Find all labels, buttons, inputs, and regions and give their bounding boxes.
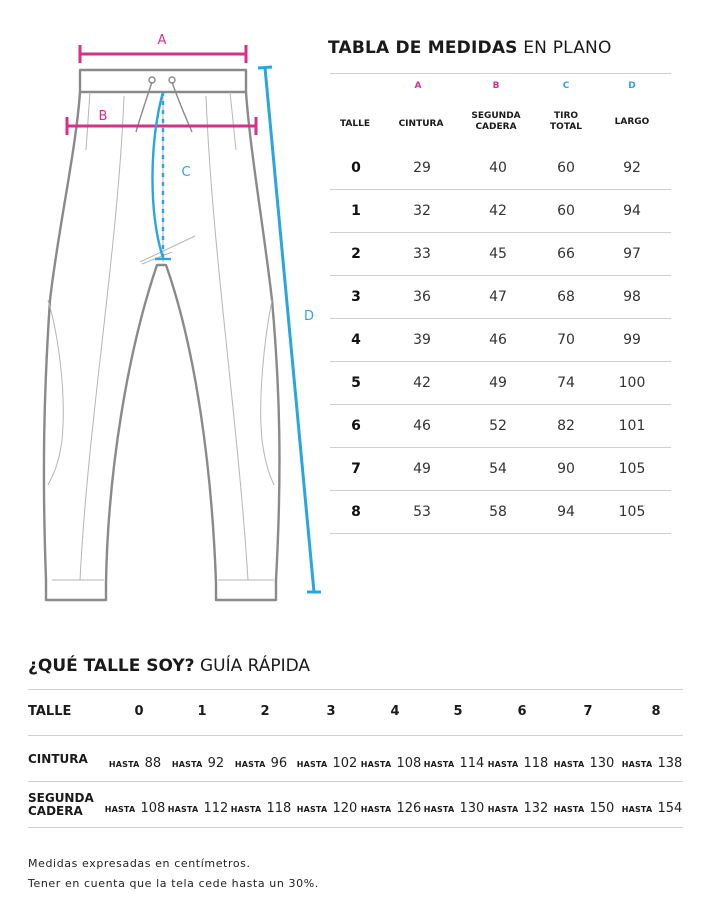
size-row: [330, 448, 671, 491]
cell-talle: 7: [351, 461, 361, 477]
label-d: D: [303, 309, 315, 324]
cell-cintura: 32: [413, 203, 431, 219]
guide-size: 6: [517, 704, 527, 719]
col-head-tiro-total: [531, 111, 601, 133]
guide-cadera-cell: [358, 797, 424, 816]
guide-cadera-cell: [294, 797, 360, 816]
guide-value: 120: [332, 801, 358, 816]
cell-cintura: 49: [413, 461, 431, 477]
measure-b: [67, 117, 256, 135]
col-letter-d: D: [628, 81, 636, 91]
cell-largo: 99: [623, 332, 641, 348]
cell-cintura: 42: [413, 375, 431, 391]
guide-cadera-cell: [551, 797, 617, 816]
guide-value: 154: [657, 801, 683, 816]
guide-talle-label: TALLE: [28, 704, 72, 719]
guide-prefix: HASTA: [487, 805, 519, 814]
guide-cadera-cell: [102, 797, 168, 816]
note-units: Medidas expresadas en centímetros.: [28, 857, 251, 870]
cell-tiro-total: 90: [557, 461, 575, 477]
col-head-cintura: CINTURA: [398, 119, 444, 129]
cell-tiro-total: 60: [557, 160, 575, 176]
guide-prefix: HASTA: [487, 760, 519, 769]
guide-cadera-cell: [421, 797, 487, 816]
guide-prefix: HASTA: [621, 805, 653, 814]
guide-value: 130: [589, 756, 615, 771]
cell-largo: 105: [618, 504, 646, 520]
cell-cintura: 29: [413, 160, 431, 176]
guide-cadera-cell: [165, 797, 231, 816]
table-top-rule: [330, 73, 671, 74]
guide-cadera-cell: [228, 797, 294, 816]
pants-details: [48, 92, 274, 580]
guide-title-bold: ¿QUÉ TALLE SOY?: [28, 656, 195, 676]
guide-size: 7: [583, 704, 593, 719]
cell-segunda-cadera: 52: [489, 418, 507, 434]
cell-segunda-cadera: 58: [489, 504, 507, 520]
guide-prefix: HASTA: [360, 760, 392, 769]
cell-talle: 6: [351, 418, 361, 434]
cell-largo: 97: [623, 246, 641, 262]
cell-segunda-cadera: 47: [489, 289, 507, 305]
guide-value: 112: [203, 801, 229, 816]
label-b: B: [98, 109, 108, 124]
size-row: [330, 190, 671, 233]
cell-tiro-total: 66: [557, 246, 575, 262]
guide-size: 3: [326, 704, 336, 719]
col-head-tiro: TIRO: [553, 111, 579, 121]
size-row: [330, 276, 671, 319]
guide-size: 5: [453, 704, 463, 719]
guide-value: 150: [589, 801, 615, 816]
cell-cintura: 46: [413, 418, 431, 434]
cell-largo: 92: [623, 160, 641, 176]
size-row-rule: [330, 533, 671, 534]
col-letter-b: B: [492, 81, 500, 91]
col-head-largo: LARGO: [614, 117, 650, 127]
cell-largo: 105: [618, 461, 646, 477]
col-letter-a: A: [414, 81, 422, 91]
size-row: [330, 491, 671, 534]
guide-size: 1: [197, 704, 207, 719]
guide-value: 118: [523, 756, 549, 771]
size-row: [330, 362, 671, 405]
cell-talle: 0: [351, 160, 361, 176]
guide-value: 92: [207, 756, 225, 771]
guide-cadera-cell: [619, 797, 685, 816]
guide-prefix: HASTA: [167, 805, 199, 814]
label-c: C: [181, 165, 191, 180]
guide-size: 8: [651, 704, 661, 719]
guide-value: 96: [270, 756, 288, 771]
guide-cintura-cell: [358, 752, 424, 771]
size-table-title-light: EN PLANO: [523, 38, 612, 58]
guide-value: 132: [523, 801, 549, 816]
cell-largo: 94: [623, 203, 641, 219]
guide-value: 130: [459, 801, 485, 816]
guide-value: 138: [657, 756, 683, 771]
guide-cintura-cell: [485, 752, 551, 771]
guide-cintura-cell: [294, 752, 360, 771]
guide-prefix: HASTA: [234, 760, 266, 769]
guide-cadera-label-1: SEGUNDA: [28, 791, 94, 805]
guide-cintura-cell: [619, 752, 685, 771]
guide-size: 0: [134, 704, 144, 719]
cell-tiro-total: 68: [557, 289, 575, 305]
guide-rule-top: [28, 689, 683, 690]
cell-cintura: 53: [413, 504, 431, 520]
guide-value: 114: [459, 756, 485, 771]
guide-prefix: HASTA: [553, 760, 585, 769]
guide-cadera-cell: [485, 797, 551, 816]
size-row: [330, 319, 671, 362]
cell-tiro-total: 60: [557, 203, 575, 219]
cell-cintura: 39: [413, 332, 431, 348]
guide-value: 102: [332, 756, 358, 771]
cell-talle: 2: [351, 246, 361, 262]
pants-diagram: [0, 0, 330, 620]
guide-value: 88: [144, 756, 162, 771]
col-letter-c: C: [562, 81, 570, 91]
guide-prefix: HASTA: [104, 805, 136, 814]
guide-size: 4: [390, 704, 400, 719]
guide-prefix: HASTA: [621, 760, 653, 769]
guide-value: 118: [266, 801, 292, 816]
cell-talle: 5: [351, 375, 361, 391]
cell-segunda-cadera: 45: [489, 246, 507, 262]
guide-rule-3: [28, 827, 683, 828]
size-row: [330, 405, 671, 448]
cell-segunda-cadera: 40: [489, 160, 507, 176]
cell-tiro-total: 74: [557, 375, 575, 391]
size-row: [330, 147, 671, 190]
guide-prefix: HASTA: [360, 805, 392, 814]
label-a: A: [157, 33, 167, 48]
size-table-title-bold: TABLA DE MEDIDAS: [328, 38, 518, 58]
cell-largo: 100: [618, 375, 646, 391]
guide-cintura-cell: [421, 752, 487, 771]
guide-cintura-cell: [102, 752, 168, 771]
guide-prefix: HASTA: [553, 805, 585, 814]
col-head-talle: TALLE: [339, 119, 371, 129]
cell-tiro-total: 94: [557, 504, 575, 520]
cell-segunda-cadera: 46: [489, 332, 507, 348]
guide-prefix: HASTA: [423, 760, 455, 769]
guide-cintura-cell: [551, 752, 617, 771]
guide-prefix: HASTA: [230, 805, 262, 814]
note-stretch: Tener en cuenta que la tela cede hasta un 30%.: [28, 877, 319, 890]
size-row: [330, 233, 671, 276]
guide-title-light: GUÍA RÁPIDA: [199, 656, 311, 676]
measure-c: [152, 92, 171, 259]
cell-cintura: 36: [413, 289, 431, 305]
guide-value: 126: [396, 801, 422, 816]
guide-size: 2: [260, 704, 270, 719]
col-head-cadera: CADERA: [475, 122, 517, 132]
cell-segunda-cadera: 42: [489, 203, 507, 219]
guide-prefix: HASTA: [296, 760, 328, 769]
guide-prefix: HASTA: [171, 760, 203, 769]
guide-cintura-cell: [228, 752, 294, 771]
cell-tiro-total: 82: [557, 418, 575, 434]
guide-cintura-cell: [165, 752, 231, 771]
cell-talle: 8: [351, 504, 361, 520]
cell-talle: 1: [351, 203, 361, 219]
cell-tiro-total: 70: [557, 332, 575, 348]
cell-segunda-cadera: 49: [489, 375, 507, 391]
guide-cadera-label-2: CADERA: [28, 804, 83, 818]
cell-largo: 98: [623, 289, 641, 305]
col-head-segunda-cadera: [461, 111, 531, 133]
guide-prefix: HASTA: [108, 760, 140, 769]
cell-segunda-cadera: 54: [489, 461, 507, 477]
guide-value: 108: [140, 801, 166, 816]
cell-talle: 4: [351, 332, 361, 348]
guide-cintura-label: CINTURA: [28, 752, 88, 766]
col-head-segunda: SEGUNDA: [471, 111, 521, 121]
guide-title: [28, 656, 310, 676]
guide-cadera-label: [28, 792, 94, 818]
guide-rule-1: [28, 735, 683, 736]
guide-rule-2: [28, 781, 683, 782]
pants-outline: [44, 70, 280, 600]
cell-cintura: 33: [413, 246, 431, 262]
cell-talle: 3: [351, 289, 361, 305]
col-head-total: TOTAL: [550, 122, 582, 132]
cell-largo: 101: [618, 418, 646, 434]
guide-prefix: HASTA: [296, 805, 328, 814]
guide-value: 108: [396, 756, 422, 771]
size-table-title: [328, 38, 612, 58]
guide-prefix: HASTA: [423, 805, 455, 814]
